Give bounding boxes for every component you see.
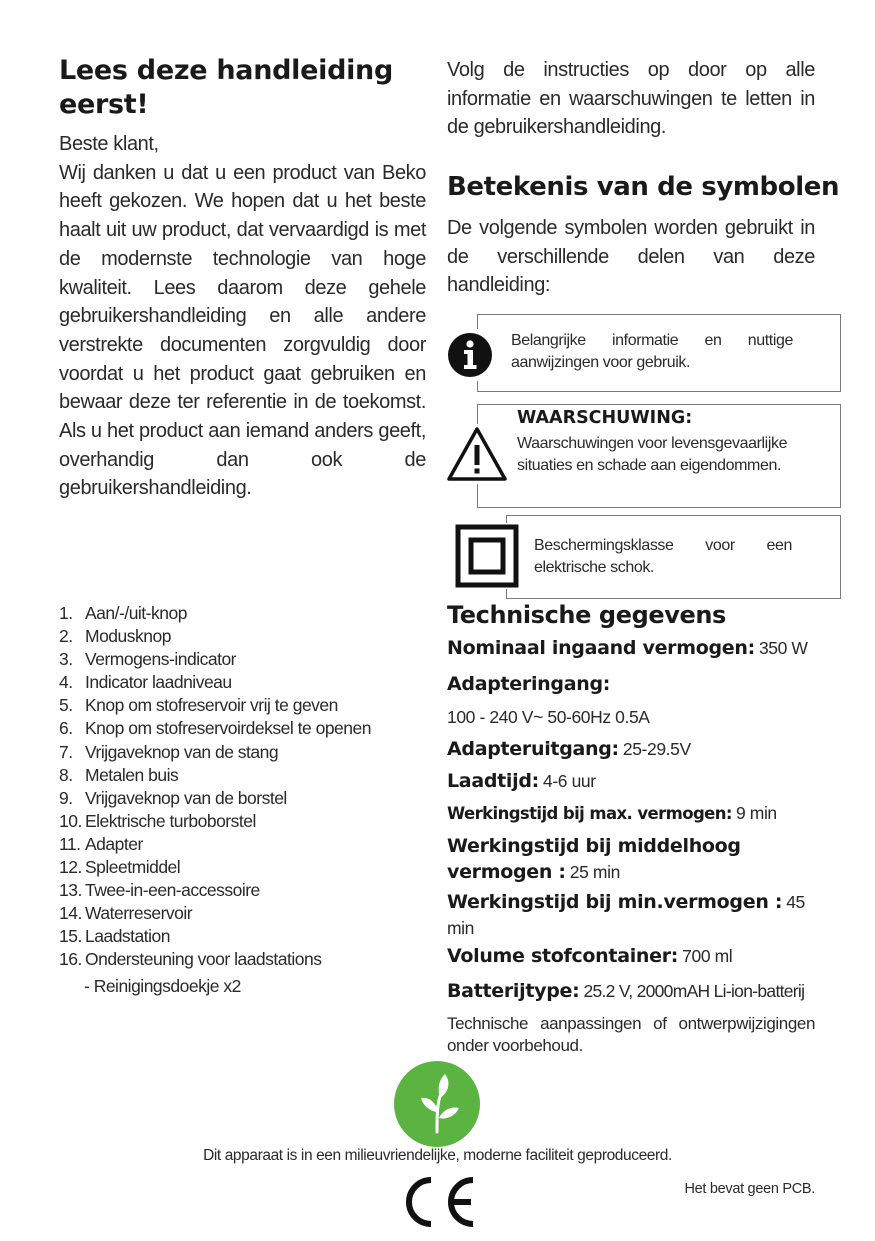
eco-statement: Dit apparaat is in een milieuvriendelijke, moderne faciliteit geproduceerd. — [203, 1147, 672, 1164]
spec-max-runtime — [447, 803, 817, 824]
spec-value: 4-6 uur — [543, 771, 596, 791]
list-item-number: 12. — [59, 857, 82, 878]
protection-class-text: Beschermingsklasse voor een elektrische schok. — [534, 537, 792, 576]
list-item-label: Spleetmiddel — [85, 857, 181, 878]
list-item-label: Metalen buis — [85, 764, 179, 785]
spec-value: 25 min — [569, 862, 620, 882]
spec-adapter-input-value — [447, 707, 817, 728]
spec-value: 100 - 240 V~ 50-60Hz 0.5A — [447, 707, 650, 727]
spec-charge-time — [447, 770, 817, 792]
intro-body: Wij danken u dat u een product van Beko heeft gekozen. We hopen dat u het beste haalt uit uw product, dat vervaardigd is met de modernste technologie van hoge kwaliteit. Lees daarom deze gehele gebruikershandleiding en alle andere verstrekte documenten zorgvuldig door voordat u het product gaat gebruiken en bewaar deze ter referentie in de toekomst. Als u het product aan iemand anders geeft, overhandig dan ook de gebruikershandleiding. — [59, 161, 426, 500]
spec-label: vermogen : — [447, 861, 566, 883]
spec-mid-runtime — [447, 834, 817, 886]
list-item — [59, 925, 429, 948]
list-item-number: 3. — [59, 649, 73, 670]
list-item-number: 16. — [59, 949, 82, 970]
list-item-label: Knop om stofreservoir vrij te geven — [85, 695, 338, 716]
list-item-label: Waterreservoir — [85, 903, 193, 924]
list-item — [59, 671, 429, 694]
list-item-number: 7. — [59, 741, 73, 762]
list-item-number: 15. — [59, 926, 82, 947]
spec-note: Technische aanpassingen of ontwerpwijzigingen onder voorbehoud. — [447, 1014, 815, 1055]
list-item — [59, 625, 429, 648]
list-item — [59, 764, 429, 787]
list-item — [59, 902, 429, 925]
list-item — [59, 717, 429, 740]
spec-label: Werkingstijd bij min.vermogen : — [447, 891, 783, 913]
list-item-label: Ondersteuning voor laadstations — [85, 949, 322, 970]
list-item-label: Vrijgaveknop van de stang — [85, 741, 279, 762]
pcb-statement: Het bevat geen PCB. — [684, 1181, 815, 1197]
info-icon — [446, 329, 498, 381]
spec-value: 9 min — [735, 803, 777, 823]
list-item-number: 13. — [59, 880, 82, 901]
spec-value-unit: min — [447, 918, 474, 938]
list-item-label: Indicator laadniveau — [85, 672, 232, 693]
spec-label: Nominaal ingaand vermogen: — [447, 637, 755, 659]
list-item — [59, 741, 429, 764]
spec-adapter-input — [447, 673, 817, 695]
list-item-label: Knop om stofreservoirdeksel te openen — [85, 718, 371, 739]
list-item-label: Modusknop — [85, 626, 171, 647]
list-item-label: Vermogens-indicator — [85, 649, 236, 670]
list-item — [59, 810, 429, 833]
warning-text: Waarschuwingen voor levensgevaarlijke situaties en schade aan eigendommen. — [517, 435, 788, 474]
spec-label: Batterijtype: — [447, 980, 580, 1002]
spec-label: Werkingstijd bij max. vermogen: — [447, 804, 732, 823]
list-item — [59, 648, 429, 671]
spec-value: 25.2 V, 2000mAH Li-ion-batterij — [583, 981, 805, 1001]
parts-list — [59, 602, 429, 972]
spec-min-runtime — [447, 890, 817, 942]
list-item-number: 10. — [59, 810, 82, 831]
list-item-number: 5. — [59, 695, 73, 716]
spec-label: Adapteringang: — [447, 673, 611, 695]
accessory-note: - Reinigingsdoekje x2 — [84, 976, 241, 996]
eco-leaf-icon — [393, 1060, 481, 1148]
list-item — [59, 833, 429, 856]
list-item-number: 4. — [59, 672, 73, 693]
spec-label: Werkingstijd bij middelhoog — [447, 835, 741, 857]
warning-title: WAARSCHUWING: — [517, 408, 693, 428]
list-item — [59, 694, 429, 717]
list-item-label: Vrijgaveknop van de borstel — [85, 787, 287, 808]
symbols-heading: Betekenis van de symbolen — [447, 172, 840, 202]
page-title: Lees deze handleiding eerst! — [59, 55, 394, 120]
list-item — [59, 879, 429, 902]
spec-label: Volume stofcontainer: — [447, 945, 679, 967]
list-item-label: Adapter — [85, 833, 143, 854]
list-item-number: 14. — [59, 903, 82, 924]
spec-dust-volume — [447, 945, 817, 967]
list-item-number: 2. — [59, 626, 73, 647]
spec-value: 25-29.5V — [622, 739, 691, 759]
list-item-number: 1. — [59, 603, 73, 623]
list-item-label: Aan/-/uit-knop — [85, 603, 187, 623]
list-item-label: Laadstation — [85, 926, 170, 947]
spec-nominal-power — [447, 637, 817, 659]
instructions-text: Volg de instructies op door op alle informatie en waarschuwingen te letten in de gebruikershandleiding. — [447, 59, 815, 139]
greeting: Beste klant, — [59, 133, 159, 155]
spec-battery-type — [447, 980, 817, 1002]
list-item — [59, 856, 429, 879]
list-item — [59, 602, 429, 625]
spec-adapter-output — [447, 738, 817, 760]
spec-value: 350 W — [758, 638, 808, 658]
spec-label: Laadtijd: — [447, 770, 539, 792]
ce-mark-icon — [397, 1174, 479, 1230]
list-item — [59, 948, 429, 971]
list-item-number: 6. — [59, 718, 73, 739]
warning-icon — [445, 424, 509, 484]
spec-value: 45 — [786, 892, 805, 912]
list-item-number: 8. — [59, 764, 73, 785]
list-item-number: 11. — [59, 833, 81, 854]
symbols-intro: De volgende symbolen worden gebruikt in de verschillende delen van deze handleiding: — [447, 217, 815, 297]
list-item — [59, 787, 429, 810]
spec-value: 700 ml — [682, 946, 733, 966]
list-item-label: Twee-in-een-accessoire — [85, 880, 260, 901]
intro-text — [59, 130, 426, 503]
list-item-number: 9. — [59, 787, 73, 808]
info-text: Belangrijke informatie en nuttige aanwijzingen voor gebruik. — [511, 332, 793, 371]
spec-label: Adapteruitgang: — [447, 738, 619, 760]
protection-class-icon — [454, 523, 520, 589]
list-item-label: Elektrische turboborstel — [85, 810, 256, 831]
technical-data-heading: Technische gegevens — [447, 601, 726, 629]
